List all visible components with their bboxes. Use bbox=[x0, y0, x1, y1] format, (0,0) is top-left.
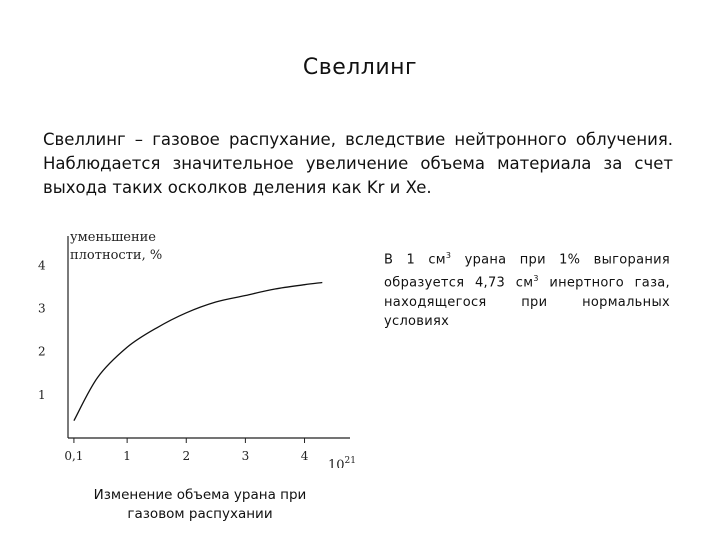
note-superscript-2: 3 bbox=[533, 274, 539, 284]
y-axis-title bbox=[70, 230, 162, 263]
x-tick-label: 2 bbox=[182, 449, 191, 463]
definition-paragraph: Свеллинг – газовое распухание, вследствие нейтронного облучения. Наблюдается значительное увеличение объема материала за счет выхода таких осколков деления как Kr и Xe. bbox=[43, 130, 673, 197]
note-text-3: инертного газа, находящегося при нормальных условиях bbox=[384, 275, 670, 329]
x-tick-label: 3 bbox=[241, 449, 250, 463]
x-tick-label: 4 bbox=[300, 449, 309, 463]
series-line bbox=[74, 283, 322, 421]
x-axis-unit bbox=[328, 456, 356, 468]
chart-caption: Изменение объема урана при газовом распухании bbox=[93, 487, 307, 522]
x-tick-label: 0,1 bbox=[64, 449, 84, 463]
x-axis-unit-base: 10 bbox=[328, 458, 345, 468]
gas-volume-note bbox=[384, 246, 670, 331]
slide-title: Свеллинг bbox=[302, 55, 418, 80]
x-tick-label: 1 bbox=[123, 449, 131, 463]
y-tick-label: 3 bbox=[38, 301, 46, 316]
swelling-chart bbox=[30, 228, 360, 468]
x-axis-unit-exponent: 21 bbox=[344, 456, 356, 466]
y-tick-label: 2 bbox=[38, 344, 46, 359]
note-superscript-1: 3 bbox=[445, 251, 452, 260]
note-text-1: В 1 см bbox=[384, 252, 446, 268]
y-tick-label: 4 bbox=[38, 258, 46, 273]
y-tick-label: 1 bbox=[38, 387, 46, 402]
y-axis-title-line-2: плотности, % bbox=[70, 248, 163, 263]
note-text-2: урана при 1% выгорания образуется 4,73 см bbox=[384, 252, 670, 291]
y-axis-title-line-1: уменьшение bbox=[70, 230, 156, 245]
